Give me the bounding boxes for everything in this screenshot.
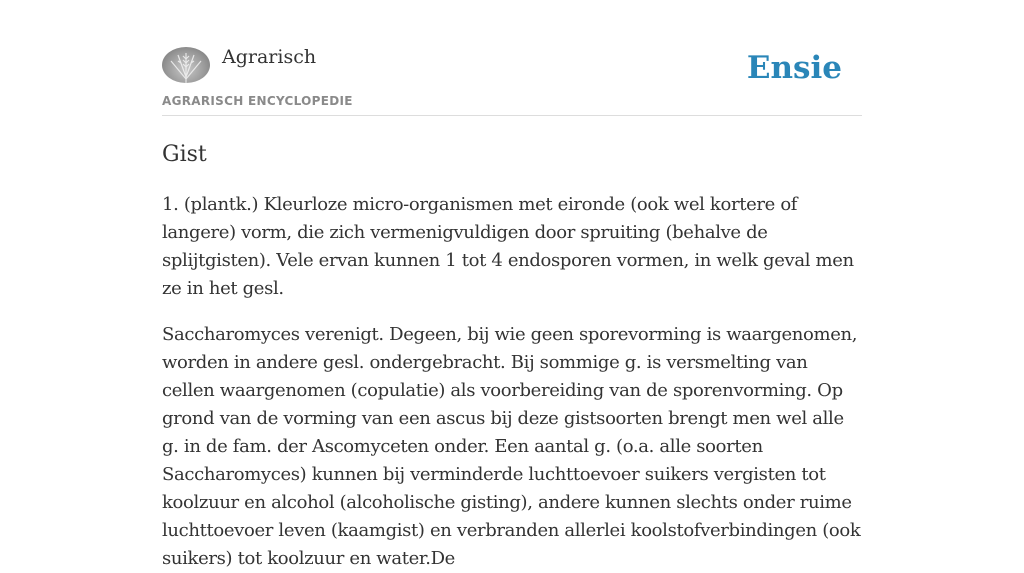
article-paragraph: Saccharomyces verenigt. Degeen, bij wie geen sporevorming is waargenomen, worden in andere gesl. ondergebracht. Bij sommige g. is versmelting van cellen waargenomen (copulatie) als voorbereiding van de sporenvorming. Op grond van de vorming van een ascus bij deze gistsoorten brengt men wel alle g. in de fam. der Ascomyceten onder. Een aantal g. (o.a. alle soorten Saccharomyces) kunnen bij verminderde luchttoevoer suikers vergisten tot koolzuur en alcohol (alcoholische gisting), andere kunnen slechts onder ruime luchttoevoer leven (kaamgist) en verbranden allerlei koolstofverbindingen (ook suikers) tot koolzuur en water.De (162, 324, 861, 569)
site-name[interactable]: Agrarisch (222, 46, 317, 68)
encyclopedia-label: AGRARISCH ENCYCLOPEDIE (162, 94, 353, 108)
page-container (162, 0, 862, 573)
site-header (162, 0, 862, 116)
wheat-logo-icon[interactable] (162, 47, 210, 83)
article-title: Gist (162, 142, 207, 167)
article-paragraph: 1. (plantk.) Kleurloze micro-organismen met eironde (ook wel kortere of langere) vorm, die zich vermenigvuldigen door spruiting (behalve de splijtgisten). Vele ervan kunnen 1 tot 4 endosporen vormen, in welk geval men ze in het gesl. (162, 194, 854, 299)
ensie-brand-link[interactable]: Ensie (746, 50, 842, 86)
